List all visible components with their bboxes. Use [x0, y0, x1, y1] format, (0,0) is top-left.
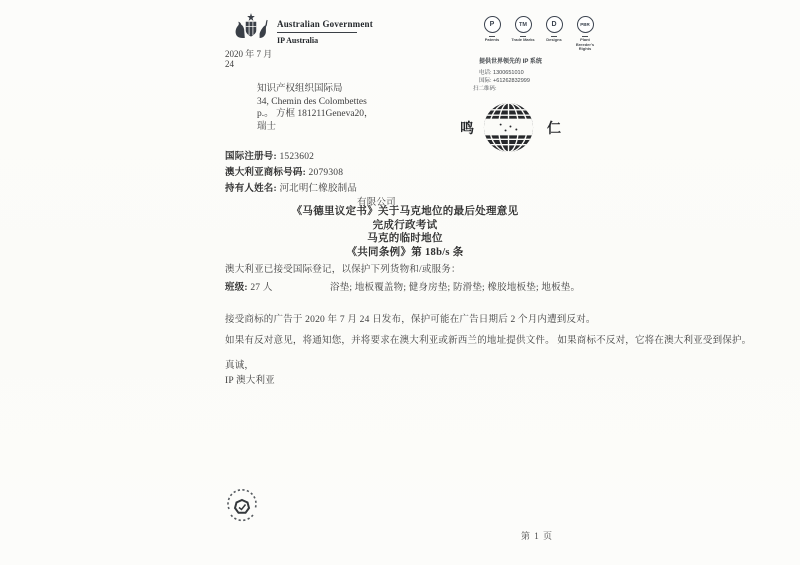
trademarks-badge	[510, 16, 536, 52]
recipient-address	[257, 83, 374, 133]
intl-reg-row	[225, 148, 314, 162]
holder-name-value-2: 有限公司	[357, 198, 396, 208]
qr-label: 扫二维码:	[473, 86, 497, 92]
notice-title-line: 《共同条例》第 18b/s 条	[346, 246, 464, 258]
notice-title-line: 完成行政考试	[372, 219, 438, 231]
body-intro: 澳大利亚已接受国际登记，以保护下列货物和/或服务：	[225, 265, 461, 275]
page-number: 第 1 页	[521, 531, 554, 541]
designs-icon: D	[546, 16, 563, 33]
globe-icon	[481, 100, 536, 160]
opposition-paragraph: 如果有反对意见，将通知您，并将要求在澳大利亚或新西兰的地址提供文件。 如果商标不反对，它将在澳大利亚受到保护。	[225, 336, 752, 346]
stamp-right-char: 仁	[547, 122, 561, 137]
designs-label: Designs	[546, 37, 562, 42]
gov-divider	[277, 32, 357, 33]
notice-title	[160, 205, 650, 259]
holder-name-label: 持有人姓名:	[225, 184, 277, 194]
pbr-badge	[572, 16, 598, 52]
closing: 真诚，	[225, 361, 255, 371]
date-line-2: 24	[225, 59, 234, 69]
intl-reg-value: 1523602	[279, 152, 315, 162]
ip-service-badges	[479, 16, 598, 52]
au-number-value: 2079308	[308, 168, 344, 178]
recipient-line: 34, Chemin des Colombettes	[257, 96, 367, 107]
certification-seal-icon	[225, 489, 259, 530]
gov-title: Australian Government	[277, 19, 373, 29]
phone-number: 电话: 1300651010	[479, 70, 524, 76]
recipient-line: 瑞士	[257, 121, 277, 132]
notice-title-line: 马克的临时地位	[367, 233, 443, 244]
class-row	[225, 282, 273, 295]
designs-badge	[541, 16, 567, 52]
notice-title-line: 《马德里议定书》关于马克地位的最后处理意见	[291, 206, 519, 217]
trademarks-icon: TM	[515, 16, 532, 33]
signature: IP 澳大利亚	[225, 376, 275, 386]
recipient-line: 知识产权组织国际局	[257, 84, 343, 94]
holder-name-row	[225, 180, 357, 194]
trademarks-label: Trade Marks	[511, 37, 535, 42]
international-number: 国际: +61262832999	[479, 78, 530, 84]
class-label: 班级:	[225, 283, 248, 293]
pbr-label: Plant Breeder's Rights	[575, 37, 595, 51]
goods-list: 浴垫; 地板覆盖物; 健身房垫; 防滑垫; 橡胶地板垫; 地板垫。	[330, 283, 581, 293]
publication-paragraph: 接受商标的广告于 2020 年 7 月 24 日发布，保护可能在广告日期后 2 个月内遭到反对。	[225, 315, 596, 325]
intl-reg-label: 国际注册号:	[225, 152, 277, 162]
au-number-label: 澳大利亚商标号码:	[225, 168, 306, 178]
agency-stamp	[455, 97, 565, 159]
patents-badge	[479, 16, 505, 52]
patents-icon: P	[484, 16, 501, 33]
gov-subtitle: IP Australia	[277, 36, 319, 45]
recipient-line: p.。 方框 181211Geneva20，	[257, 109, 374, 119]
stamp-left-char: 鸣	[460, 122, 474, 137]
patents-label: Patents	[484, 37, 500, 42]
tagline: 提供世界领先的 IP 系统	[479, 59, 542, 65]
holder-name-value: 河北明仁橡胶制品	[279, 184, 358, 194]
coat-of-arms-icon	[230, 12, 272, 43]
au-number-row	[225, 164, 343, 178]
date-line-1: 2020 年 7 月	[225, 49, 273, 59]
class-value: 27 人	[250, 283, 273, 293]
pbr-icon: PBR	[577, 16, 594, 33]
